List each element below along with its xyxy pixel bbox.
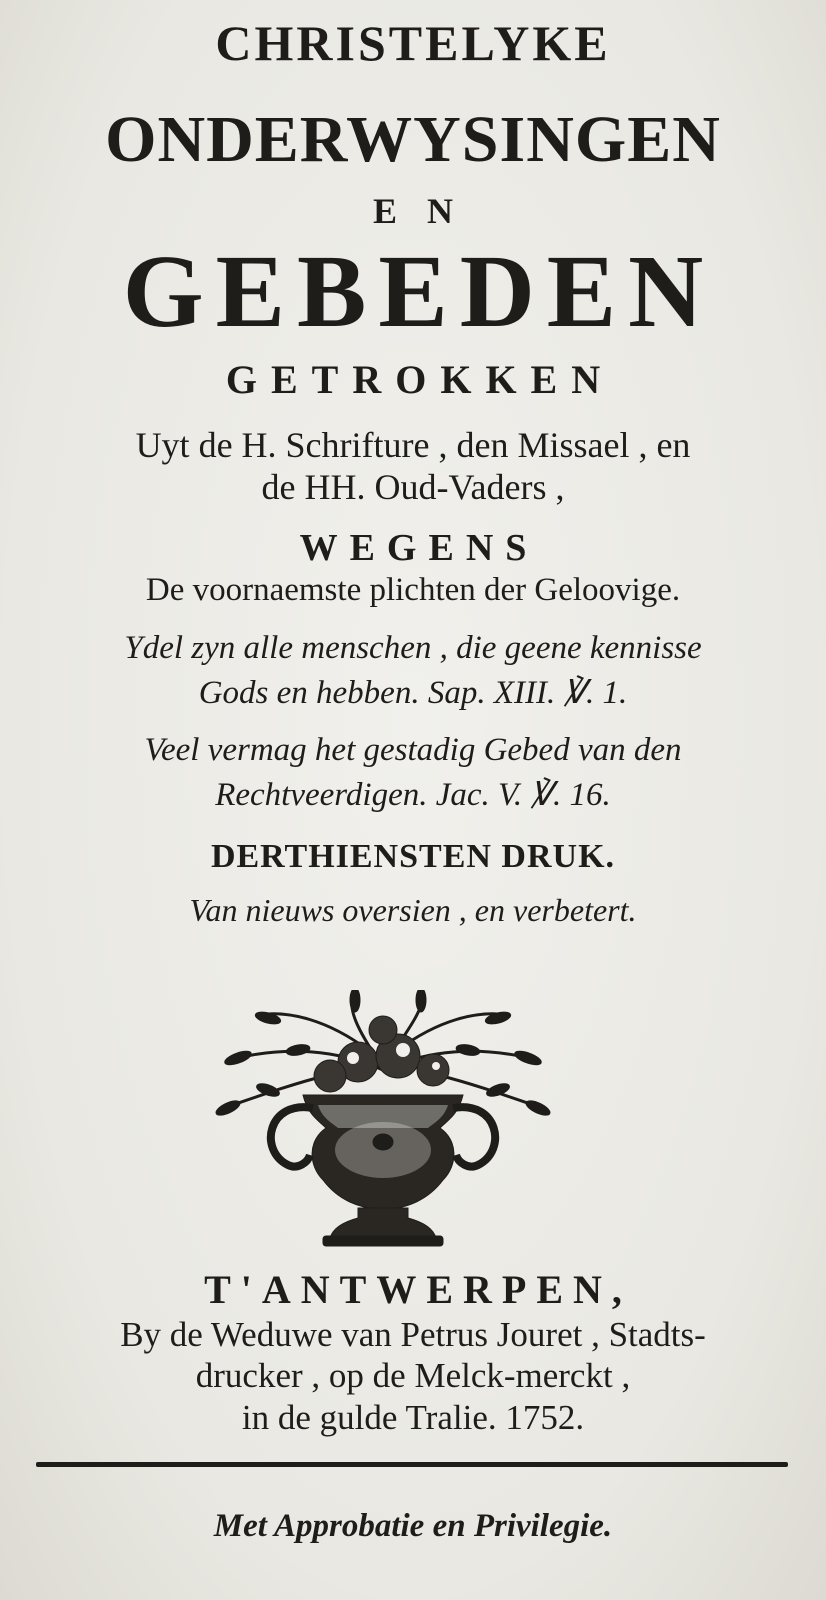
quote-1-line-1: Ydel zyn alle menschen , die geene kennisse [124, 630, 702, 666]
source-line-2: de HH. Oud-Vaders , [261, 467, 565, 507]
imprint-line-1: By de Weduwe van Petrus Jouret , Stadts- [120, 1315, 706, 1354]
flower-basket-vase-icon [208, 990, 558, 1250]
imprint-city: T'ANTWERPEN, [204, 1267, 632, 1312]
quote-2-line-1: Veel vermag het gestadig Gebed van den [144, 732, 682, 768]
purpose-line: De voornaemste plichten der Geloovige. [145, 572, 681, 608]
source-line-1: Uyt de H. Schrifture , den Missael , en [135, 425, 691, 465]
approbation-line: Met Approbatie en Privilegie. [213, 1508, 613, 1544]
horizontal-rule [36, 1462, 788, 1467]
quote-1-line-2: Gods en hebben. Sap. XIII. ℣. 1. [198, 675, 628, 711]
title-line-4: GEBEDEN [122, 234, 716, 349]
title-line-1: CHRISTELYKE [215, 15, 611, 71]
imprint-line-3: in de gulde Tralie. 1752. [241, 1398, 585, 1437]
subtitle-wegens: WEGENS [299, 527, 539, 569]
subtitle-getrokken: GETROKKEN [225, 357, 615, 402]
title-line-2: ONDERWYSINGEN [105, 103, 721, 176]
edition-line: DERTHIENSTEN DRUK. [210, 838, 616, 875]
title-line-3: EN [372, 191, 483, 231]
quote-2-line-2: Rechtveerdigen. Jac. V. ℣. 16. [215, 777, 611, 813]
imprint-line-2: drucker , op de Melck-merckt , [195, 1356, 631, 1395]
revision-line: Van nieuws oversien , en verbetert. [189, 892, 637, 928]
